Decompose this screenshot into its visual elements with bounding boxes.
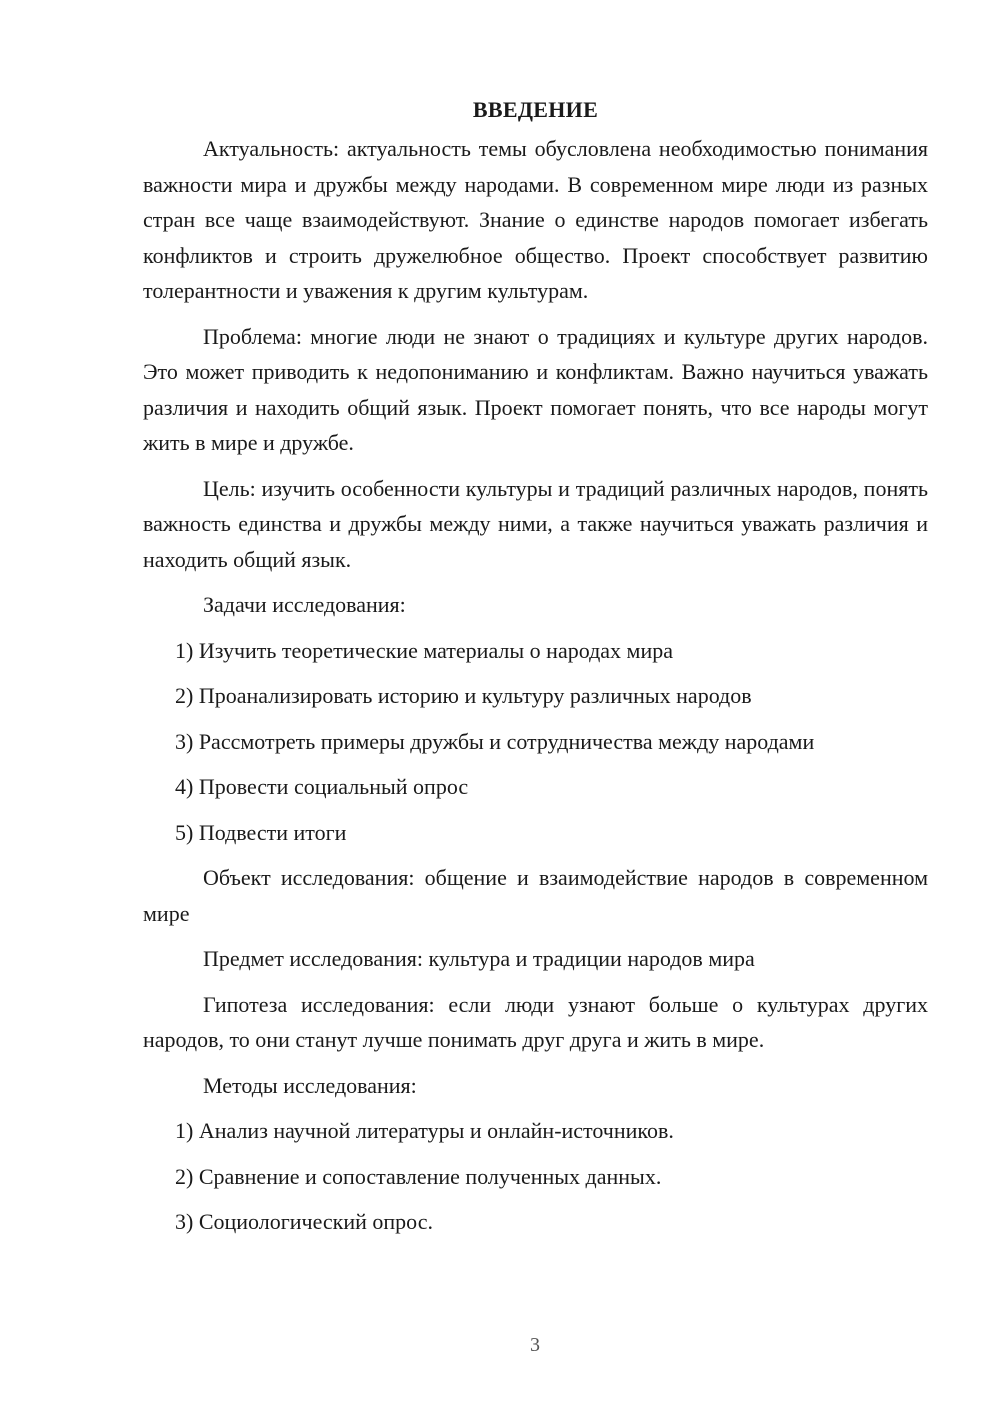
object-paragraph: Объект исследования: общение и взаимодействие народов в современном мире	[143, 865, 928, 926]
list-item: 1) Изучить теоретические материалы о народах мира	[175, 637, 673, 663]
list-item: 1) Анализ научной литературы и онлайн-источников.	[175, 1118, 674, 1143]
list-item: 2) Сравнение и сопоставление полученных данных.	[175, 1163, 662, 1189]
subject-paragraph: Предмет исследования: культура и традиции народов мира	[203, 946, 755, 971]
list-item: 2) Проанализировать историю и культуру различных народов	[175, 683, 752, 708]
problem-paragraph: Проблема: многие люди не знают о традициях и культуре других народов. Это может приводить к недопониманию и конфликтам. Важно научиться уважать различия и находить общий язык. Проект помогает понять, что все народы могут жить в мире и дружбе.	[143, 323, 928, 455]
page-content	[143, 95, 928, 1250]
tasks-heading: Задачи исследования:	[203, 592, 406, 617]
hypothesis-paragraph: Гипотеза исследования: если люди узнают больше о культурах других народов, то они станут лучше понимать друг друга и жить в мире.	[143, 991, 928, 1052]
list-item: 3) Рассмотреть примеры дружбы и сотрудничества между народами	[175, 728, 815, 754]
methods-heading: Методы исследования:	[203, 1072, 417, 1098]
list-item: 4) Провести социальный опрос	[175, 774, 469, 799]
page-number: 3	[530, 1334, 540, 1356]
page-title: ВВЕДЕНИЕ	[472, 97, 599, 122]
list-item: 5) Подвести итоги	[175, 819, 347, 845]
goal-paragraph: Цель: изучить особенности культуры и традиций различных народов, понять важность единства и дружбы между ними, а также научиться уважать различия и находить общий язык.	[143, 475, 928, 572]
list-item: 3) Социологический опрос.	[175, 1209, 433, 1234]
tasks-list	[143, 633, 928, 851]
methods-list	[143, 1113, 928, 1240]
relevance-paragraph: Актуальность: актуальность темы обусловлена необходимостью понимания важности мира и дружбы между народами. В современном мире люди из разных стран все чаще взаимодействуют. Знание о единстве народов помогает избегать конфликтов и строить дружелюбное общество. Проект способствует развитию толерантности и уважения к другим культурам.	[143, 136, 928, 303]
